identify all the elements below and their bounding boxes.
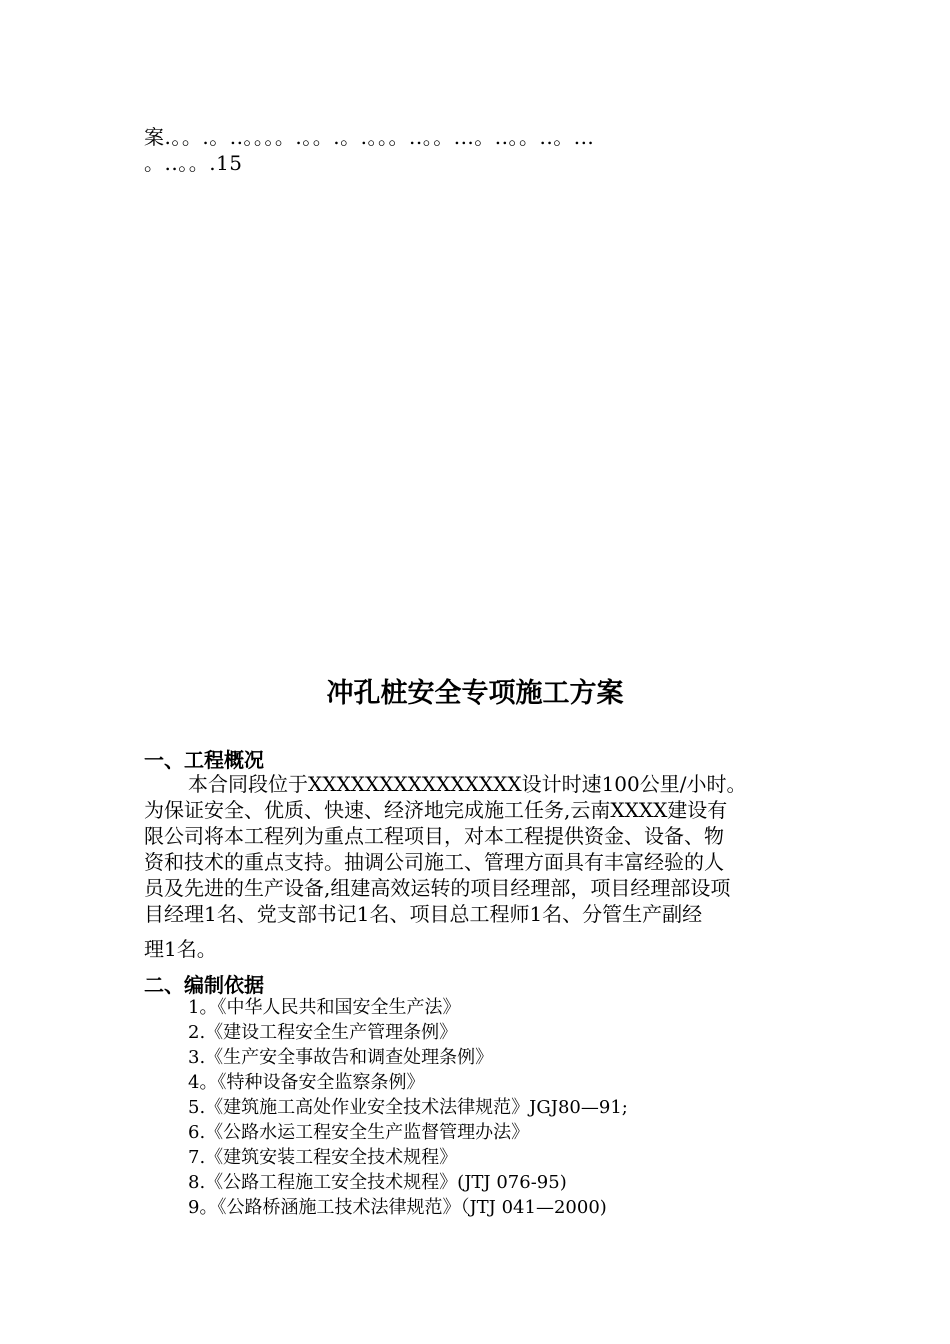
toc-line: 案.。。.。..。。。。.。。.。.。。。..。。...。..。。..。... (144, 125, 595, 149)
list-item: 8.《公路工程施工安全技术规程》(JTJ 076-95) (188, 1172, 567, 1193)
list-item: 6.《公路水运工程安全生产监督管理办法》 (188, 1122, 530, 1143)
section-heading-basis: 二、编制依据 (144, 973, 264, 997)
list-item: 9。《公路桥涵施工技术法律规范》（JTJ 041—2000) (188, 1197, 607, 1218)
list-item: 2.《建设工程安全生产管理条例》 (188, 1022, 458, 1043)
paragraph-line: 目经理1名、党支部书记1名、项目总工程师1名、分管生产副经 (144, 902, 703, 926)
paragraph-line: 为保证安全、优质、快速、经济地完成施工任务,云南XXXX建设有 (144, 798, 728, 822)
paragraph-line: 员及先进的生产设备,组建高效运转的项目经理部，项目经理部设项 (144, 876, 731, 900)
paragraph-line: 理1名。 (144, 937, 217, 961)
list-item: 7.《建筑安装工程安全技术规程》 (188, 1147, 458, 1168)
paragraph-line: 本合同段位于XXXXXXXXXXXXXXX设计时速100公里/小时。 (188, 772, 747, 796)
list-item: 1。《中华人民共和国安全生产法》 (188, 997, 461, 1018)
list-item: 4。《特种设备安全监察条例》 (188, 1072, 425, 1093)
section-heading-overview: 一、工程概况 (144, 748, 264, 772)
paragraph-line: 资和技术的重点支持。抽调公司施工、管理方面具有丰富经验的人 (144, 850, 724, 874)
toc-line: 。..。。.15 (144, 151, 243, 175)
toc-tail (144, 124, 824, 176)
list-item: 5.《建筑施工高处作业安全技术法律规范》JGJ80—91; (188, 1097, 628, 1118)
list-item: 3.《生产安全事故告和调查处理条例》 (188, 1047, 494, 1068)
document-title: 冲孔桩安全专项施工方案 (326, 678, 624, 709)
paragraph-line: 限公司将本工程列为重点工程项目，对本工程提供资金、设备、物 (144, 824, 724, 848)
